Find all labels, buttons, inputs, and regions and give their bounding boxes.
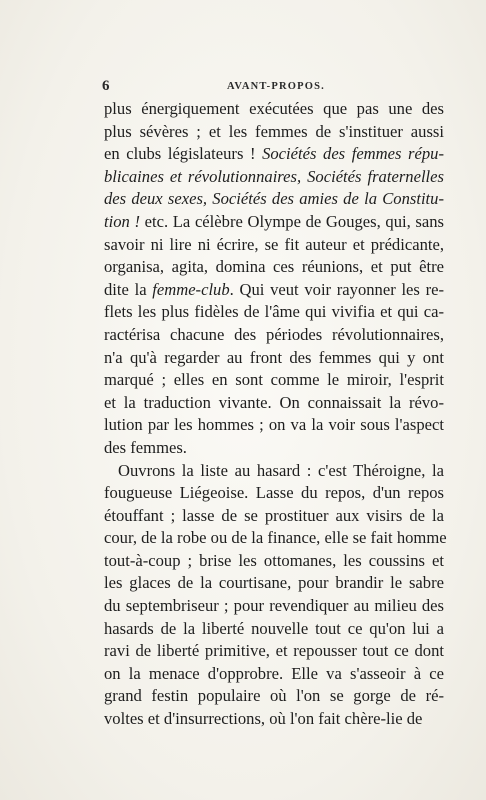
text-line	[104, 663, 444, 686]
text-line	[104, 256, 444, 279]
text-line	[104, 460, 444, 483]
text-segment: flets les plus fidèles de l'âme qui vivifia et qui ca-	[104, 302, 444, 322]
text-segment: n'a qu'à regarder au front des femmes qui y ont	[104, 347, 444, 367]
text-line	[104, 572, 444, 595]
text-line	[104, 166, 444, 189]
text-segment: les glaces de la courtisane, pour brandir le sabre	[104, 573, 444, 593]
text-line	[104, 527, 447, 550]
text-line	[104, 211, 444, 234]
text-segment: fougueuse Liégeoise. Lasse du repos, d'un repos	[104, 483, 444, 503]
page-number: 6	[102, 78, 110, 94]
text-segment: ractérisa chacune des périodes révolutionnaires,	[104, 324, 444, 344]
text-line	[104, 392, 444, 415]
text-segment: cour, de la robe ou de la finance, elle se fait homme	[104, 528, 447, 548]
text-segment: organisa, agita, domina ces réunions, et put être	[104, 257, 444, 277]
italic-text: Sociétés des femmes répu-	[262, 144, 444, 164]
text-segment: Ouvrons la liste au hasard : c'est Théroigne, la	[118, 460, 444, 480]
text-segment: du septembriseur ; pour revendiquer au milieu des	[104, 596, 444, 616]
italic-text: femme-club	[152, 279, 230, 299]
text-segment: lution par les hommes ; on va la voir sous l'aspect	[104, 415, 444, 435]
page-header	[102, 78, 442, 96]
text-segment: . Qui veut voir rayonner les re-	[229, 279, 444, 299]
text-segment: étouffant ; lasse de se prostituer aux visirs de la	[104, 505, 444, 525]
text-segment: en clubs législateurs !	[104, 144, 263, 164]
text-line	[104, 618, 444, 641]
text-line	[104, 234, 444, 257]
text-segment: des femmes.	[104, 437, 187, 457]
text-line	[104, 685, 444, 708]
text-line	[104, 550, 444, 573]
text-segment: plus énergiquement exécutées que pas une des	[104, 99, 444, 118]
text-segment: savoir ni lire ni écrire, se fit auteur et prédicante,	[104, 234, 444, 254]
body-text	[104, 98, 447, 731]
italic-text: tion !	[104, 211, 140, 231]
text-segment: marqué ; elles en sont comme le miroir, l'esprit	[104, 370, 444, 390]
text-segment: et la traduction vivante. On connaissait la révo-	[104, 392, 444, 412]
text-line	[104, 347, 444, 370]
text-line	[104, 143, 444, 166]
text-segment: on la menace d'opprobre. Elle va s'asseoir à ce	[104, 663, 444, 683]
text-line	[104, 437, 444, 460]
text-segment: voltes et d'insurrections, où l'on fait chère-lie de	[104, 709, 423, 729]
text-line	[104, 301, 444, 324]
text-segment: ravi de liberté primitive, et repousser tout ce dont	[104, 641, 444, 661]
text-segment: grand festin populaire où l'on se gorge de ré-	[104, 686, 444, 706]
text-segment: etc. La célèbre Olympe de Gouges, qui, sans	[140, 211, 444, 231]
text-segment: hasards de la liberté nouvelle tout ce qu'on lui a	[104, 618, 444, 638]
text-line	[104, 121, 444, 144]
text-segment: tout-à-coup ; brise les ottomanes, les coussins et	[104, 550, 444, 570]
text-line	[104, 324, 444, 347]
text-line	[104, 595, 444, 618]
text-line	[104, 188, 444, 211]
text-segment: dite la	[104, 279, 153, 299]
italic-text: blicaines et révolutionnaires, Sociétés fraternelles	[104, 166, 444, 186]
text-line	[104, 279, 444, 302]
running-head: AVANT-PROPOS.	[227, 81, 325, 92]
text-line	[104, 482, 444, 505]
text-line	[104, 369, 444, 392]
text-segment: plus sévères ; et les femmes de s'instituer aussi	[104, 121, 444, 141]
text-line	[104, 708, 444, 731]
text-line	[104, 640, 444, 663]
text-line	[104, 98, 444, 121]
italic-text: des deux sexes, Sociétés des amies de la Constitu-	[104, 189, 444, 209]
text-line	[104, 505, 444, 528]
text-line	[104, 414, 444, 437]
